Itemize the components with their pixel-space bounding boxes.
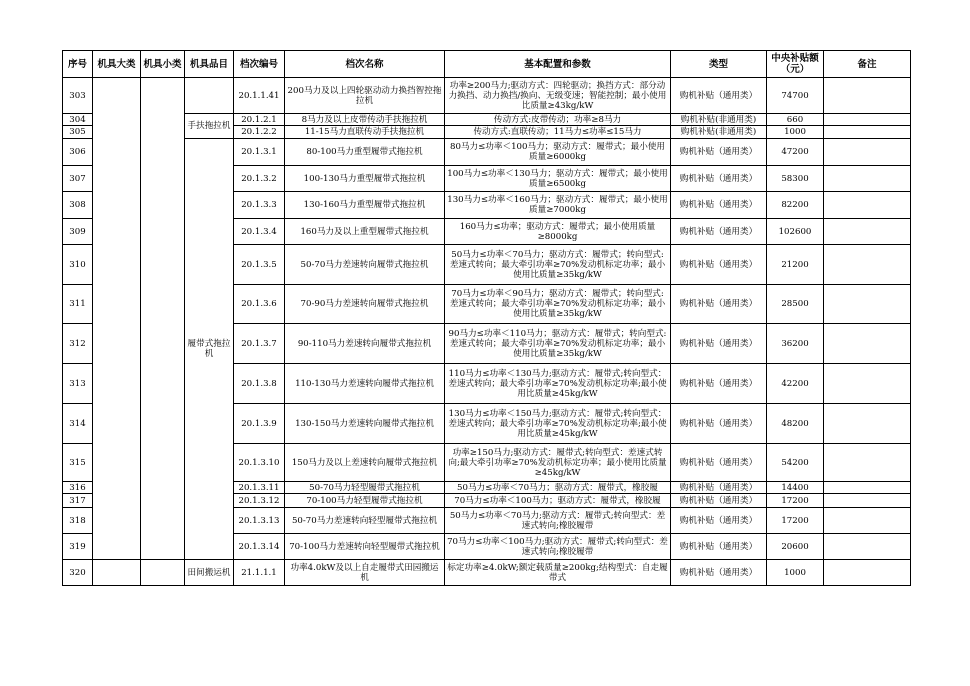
seq-cell: 314: [63, 404, 93, 444]
params-cell: 90马力≤功率＜110马力；驱动方式：履带式；转向型式:差速式转向；最大牵引功率≥70%发动机标定功率；最小使用比质量≥35kg/kW: [445, 324, 671, 364]
code-cell: 20.1.3.8: [234, 364, 285, 404]
col-header-note: 备注: [824, 51, 911, 78]
code-cell: 20.1.3.14: [234, 534, 285, 560]
seq-cell: 303: [63, 78, 93, 114]
subsidy-cell: 58300: [767, 166, 824, 192]
note-cell: [824, 126, 911, 139]
table-row: [63, 139, 911, 166]
type-cell: 购机补贴（通用类）: [671, 166, 767, 192]
type-cell: 购机补贴（通用类）: [671, 139, 767, 166]
name-cell: 100-130马力重型履带式拖拉机: [285, 166, 445, 192]
subsidy-cell: 20600: [767, 534, 824, 560]
subsidy-cell: 102600: [767, 219, 824, 245]
name-cell: 功率4.0kW及以上自走履带式田园搬运机: [285, 560, 445, 586]
subsidy-cell: 42200: [767, 364, 824, 404]
seq-cell: 310: [63, 245, 93, 285]
name-cell: 50-70马力差速转向轻型履带式拖拉机: [285, 508, 445, 534]
params-cell: 70马力≤功率＜90马力；驱动方式：履带式；转向型式:差速式转向；最大牵引功率≥70%发动机标定功率；最小使用比质量≥35kg/kW: [445, 285, 671, 324]
subsidy-cell: 1000: [767, 126, 824, 139]
subsidy-cell: 82200: [767, 192, 824, 219]
type-cell: 购机补贴（通用类）: [671, 285, 767, 324]
seq-cell: 311: [63, 285, 93, 324]
note-cell: [824, 494, 911, 508]
params-cell: 标定功率≥4.0kW;额定载质量≥200kg;结构型式：自走履带式: [445, 560, 671, 586]
type-cell: 购机补贴（通用类）: [671, 494, 767, 508]
note-cell: [824, 404, 911, 444]
params-cell: 传动方式:直联传动；11马力≤功率≤15马力: [445, 126, 671, 139]
seq-cell: 307: [63, 166, 93, 192]
seq-cell: 312: [63, 324, 93, 364]
seq-cell: 306: [63, 139, 93, 166]
name-cell: 160马力及以上重型履带式拖拉机: [285, 219, 445, 245]
name-cell: 90-110马力差速转向履带式拖拉机: [285, 324, 445, 364]
col-header-name: 档次名称: [285, 51, 445, 78]
params-cell: 130马力≤功率＜160马力；驱动方式：履带式；最小使用质量≥7000kg: [445, 192, 671, 219]
type-cell: 购机补贴（通用类）: [671, 508, 767, 534]
table-row: [63, 78, 911, 114]
code-cell: 21.1.1.1: [234, 560, 285, 586]
note-cell: [824, 482, 911, 494]
col-header-item: 机具品目: [185, 51, 234, 78]
subsidy-cell: 21200: [767, 245, 824, 285]
note-cell: [824, 324, 911, 364]
note-cell: [824, 245, 911, 285]
name-cell: 50-70马力差速转向履带式拖拉机: [285, 245, 445, 285]
name-cell: 70-100马力轻型履带式拖拉机: [285, 494, 445, 508]
seq-cell: 308: [63, 192, 93, 219]
params-cell: 传动方式:皮带传动；功率≥8马力: [445, 114, 671, 126]
type-cell: 购机补贴（通用类）: [671, 192, 767, 219]
params-cell: 80马力≤功率＜100马力；驱动方式：履带式；最小使用质量≥6000kg: [445, 139, 671, 166]
name-cell: 11-15马力直联传动手扶拖拉机: [285, 126, 445, 139]
subsidy-cell: 14400: [767, 482, 824, 494]
seq-cell: 315: [63, 444, 93, 482]
col-header-major-category: 机具大类: [93, 51, 141, 78]
seq-cell: 320: [63, 560, 93, 586]
item-cell: [185, 78, 234, 114]
name-cell: 70-90马力差速转向履带式拖拉机: [285, 285, 445, 324]
code-cell: 20.1.3.6: [234, 285, 285, 324]
code-cell: 20.1.2.2: [234, 126, 285, 139]
code-cell: 20.1.3.12: [234, 494, 285, 508]
name-cell: 8马力及以上皮带传动手扶拖拉机: [285, 114, 445, 126]
name-cell: 70-100马力差速转向轻型履带式拖拉机: [285, 534, 445, 560]
minor-category-cell: [141, 560, 185, 586]
seq-cell: 305: [63, 126, 93, 139]
note-cell: [824, 166, 911, 192]
code-cell: 20.1.3.5: [234, 245, 285, 285]
params-cell: 130马力≤功率＜150马力;驱动方式：履带式;转向型式：差速式转向；最大牵引功率≥70%发动机标定功率;最小使用比质量≥45kg/kW: [445, 404, 671, 444]
col-header-minor-category: 机具小类: [141, 51, 185, 78]
params-cell: 50马力≤功率＜70马力；驱动方式：履带式，橡胶履: [445, 482, 671, 494]
seq-cell: 316: [63, 482, 93, 494]
code-cell: 20.1.3.2: [234, 166, 285, 192]
subsidy-cell: 48200: [767, 404, 824, 444]
type-cell: 购机补贴（通用类）: [671, 534, 767, 560]
note-cell: [824, 285, 911, 324]
type-cell: 购机补贴（通用类）: [671, 560, 767, 586]
params-cell: 110马力≤功率＜130马力;驱动方式：履带式;转向型式：差速式转向；最大牵引功率≥70%发动机标定功率;最小使用比质量≥45kg/kW: [445, 364, 671, 404]
note-cell: [824, 114, 911, 126]
params-cell: 50马力≤功率＜70马力;驱动方式：履带式;转向型式：差速式转向;橡胶履带: [445, 508, 671, 534]
seq-cell: 318: [63, 508, 93, 534]
type-cell: 购机补贴(非通用类): [671, 114, 767, 126]
code-cell: 20.1.3.13: [234, 508, 285, 534]
major-category-cell: [93, 560, 141, 586]
params-cell: 70马力≤功率＜100马力；驱动方式：履带式，橡胶履: [445, 494, 671, 508]
name-cell: 50-70马力轻型履带式拖拉机: [285, 482, 445, 494]
subsidy-table: [62, 50, 911, 586]
type-cell: 购机补贴（通用类）: [671, 324, 767, 364]
subsidy-cell: 54200: [767, 444, 824, 482]
note-cell: [824, 508, 911, 534]
name-cell: 200马力及以上四轮驱动动力换挡智控拖拉机: [285, 78, 445, 114]
note-cell: [824, 192, 911, 219]
params-cell: 50马力≤功率＜70马力；驱动方式：履带式；转向型式:差速式转向；最大牵引功率≥70%发动机标定功率；最小使用比质量≥35kg/kW: [445, 245, 671, 285]
name-cell: 130-160马力重型履带式拖拉机: [285, 192, 445, 219]
table-row: [63, 114, 911, 126]
name-cell: 80-100马力重型履带式拖拉机: [285, 139, 445, 166]
note-cell: [824, 444, 911, 482]
table-row: [63, 560, 911, 586]
seq-cell: 313: [63, 364, 93, 404]
subsidy-cell: 74700: [767, 78, 824, 114]
params-cell: 100马力≤功率＜130马力；驱动方式：履带式；最小使用质量≥6500kg: [445, 166, 671, 192]
item-cell-hand-tractor: 手扶拖拉机: [185, 114, 234, 139]
seq-cell: 317: [63, 494, 93, 508]
type-cell: 购机补贴（通用类）: [671, 404, 767, 444]
subsidy-cell: 36200: [767, 324, 824, 364]
params-cell: 160马力≤功率；驱动方式：履带式；最小使用质量≥8000kg: [445, 219, 671, 245]
col-header-seq: 序号: [63, 51, 93, 78]
subsidy-cell: 47200: [767, 139, 824, 166]
code-cell: 20.1.3.7: [234, 324, 285, 364]
seq-cell: 319: [63, 534, 93, 560]
item-cell-crawler-tractor: 履带式拖拉机: [185, 139, 234, 560]
code-cell: 20.1.2.1: [234, 114, 285, 126]
type-cell: 购机补贴（通用类）: [671, 245, 767, 285]
subsidy-cell: 28500: [767, 285, 824, 324]
params-cell: 功率≥150马力;驱动方式：履带式;转向型式：差速式转向;最大牵引功率≥70%发动机标定功率；最小使用比质量≥45kg/kW: [445, 444, 671, 482]
name-cell: 130-150马力差速转向履带式拖拉机: [285, 404, 445, 444]
seq-cell: 304: [63, 114, 93, 126]
type-cell: 购机补贴（通用类）: [671, 219, 767, 245]
code-cell: 20.1.1.41: [234, 78, 285, 114]
note-cell: [824, 534, 911, 560]
col-header-subsidy: 中央补贴额（元）: [767, 51, 824, 78]
subsidy-cell: 17200: [767, 508, 824, 534]
code-cell: 20.1.3.11: [234, 482, 285, 494]
code-cell: 20.1.3.4: [234, 219, 285, 245]
minor-category-cell: [141, 78, 185, 560]
type-cell: 购机补贴（通用类）: [671, 78, 767, 114]
col-header-params: 基本配置和参数: [445, 51, 671, 78]
type-cell: 购机补贴（通用类）: [671, 444, 767, 482]
col-header-code: 档次编号: [234, 51, 285, 78]
note-cell: [824, 364, 911, 404]
params-cell: 功率≥200马力;驱动方式：四轮驱动；换挡方式：部分动力换挡、动力换挡/换向、无级变速；智能控制；最小使用比质量≥43kg/kW: [445, 78, 671, 114]
seq-cell: 309: [63, 219, 93, 245]
subsidy-cell: 1000: [767, 560, 824, 586]
type-cell: 购机补贴（通用类）: [671, 482, 767, 494]
note-cell: [824, 139, 911, 166]
note-cell: [824, 219, 911, 245]
subsidy-cell: 660: [767, 114, 824, 126]
item-cell-field-transporter: 田间搬运机: [185, 560, 234, 586]
name-cell: 150马力及以上差速转向履带式拖拉机: [285, 444, 445, 482]
major-category-cell: [93, 78, 141, 560]
type-cell: 购机补贴(非通用类): [671, 126, 767, 139]
subsidy-cell: 17200: [767, 494, 824, 508]
note-cell: [824, 560, 911, 586]
code-cell: 20.1.3.3: [234, 192, 285, 219]
header-row: [63, 51, 911, 78]
name-cell: 110-130马力差速转向履带式拖拉机: [285, 364, 445, 404]
code-cell: 20.1.3.10: [234, 444, 285, 482]
note-cell: [824, 78, 911, 114]
type-cell: 购机补贴（通用类）: [671, 364, 767, 404]
code-cell: 20.1.3.1: [234, 139, 285, 166]
params-cell: 70马力≤功率＜100马力;驱动方式：履带式;转向型式：差速式转向;橡胶履带: [445, 534, 671, 560]
col-header-type: 类型: [671, 51, 767, 78]
code-cell: 20.1.3.9: [234, 404, 285, 444]
